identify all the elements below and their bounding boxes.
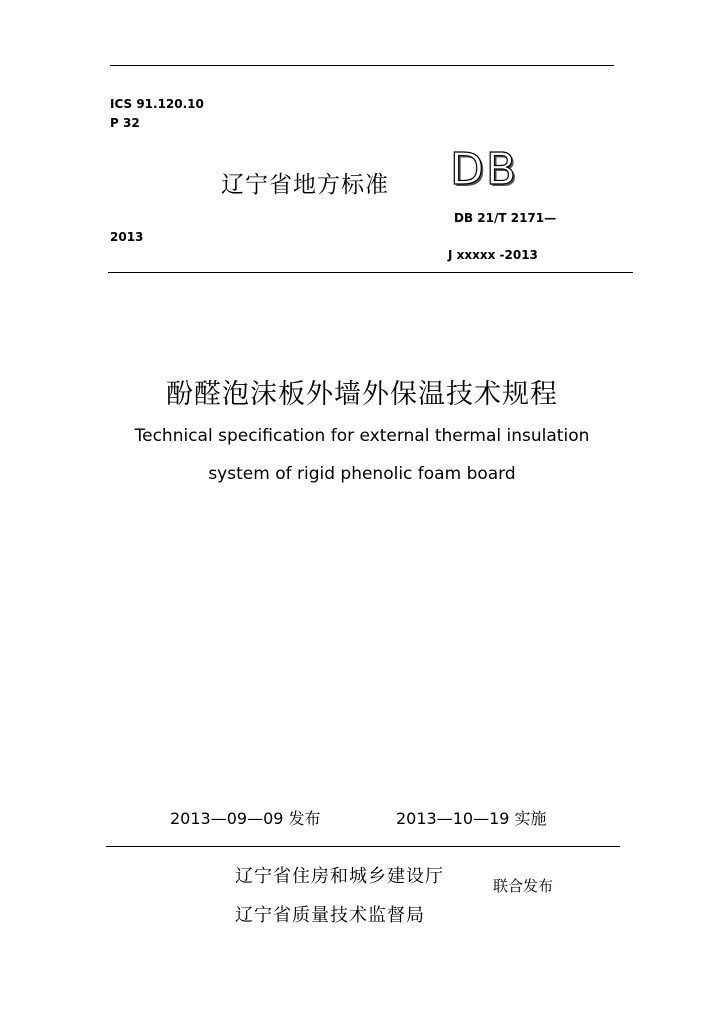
standard-number: DB 21/T 2171—: [454, 211, 557, 225]
english-title-line1: Technical specification for external thermal insulation: [134, 426, 590, 446]
record-number: J xxxxx -2013: [448, 248, 538, 262]
category-code: P 32: [110, 116, 140, 130]
footer-rule: [106, 846, 620, 847]
implement-date: 2013—10—19 实施: [396, 809, 547, 828]
header-rule: [108, 272, 633, 273]
ics-code: ICS 91.120.10: [110, 97, 204, 111]
standard-year: 2013: [110, 230, 144, 244]
issuer-housing-department: 辽宁省住房和城乡建设厅: [235, 866, 444, 887]
db-logo-mark: DB: [450, 144, 519, 195]
standard-type: 辽宁省地方标准: [221, 172, 389, 198]
joint-issue-label: 联合发布: [493, 877, 554, 895]
issue-date: 2013—09—09 发布: [170, 809, 321, 828]
top-rule: [110, 65, 614, 66]
english-title-line2: system of rigid phenolic foam board: [208, 464, 516, 484]
issuer-quality-bureau: 辽宁省质量技术监督局: [235, 905, 425, 926]
chinese-title: 酚醛泡沫板外墙外保温技术规程: [166, 379, 558, 410]
